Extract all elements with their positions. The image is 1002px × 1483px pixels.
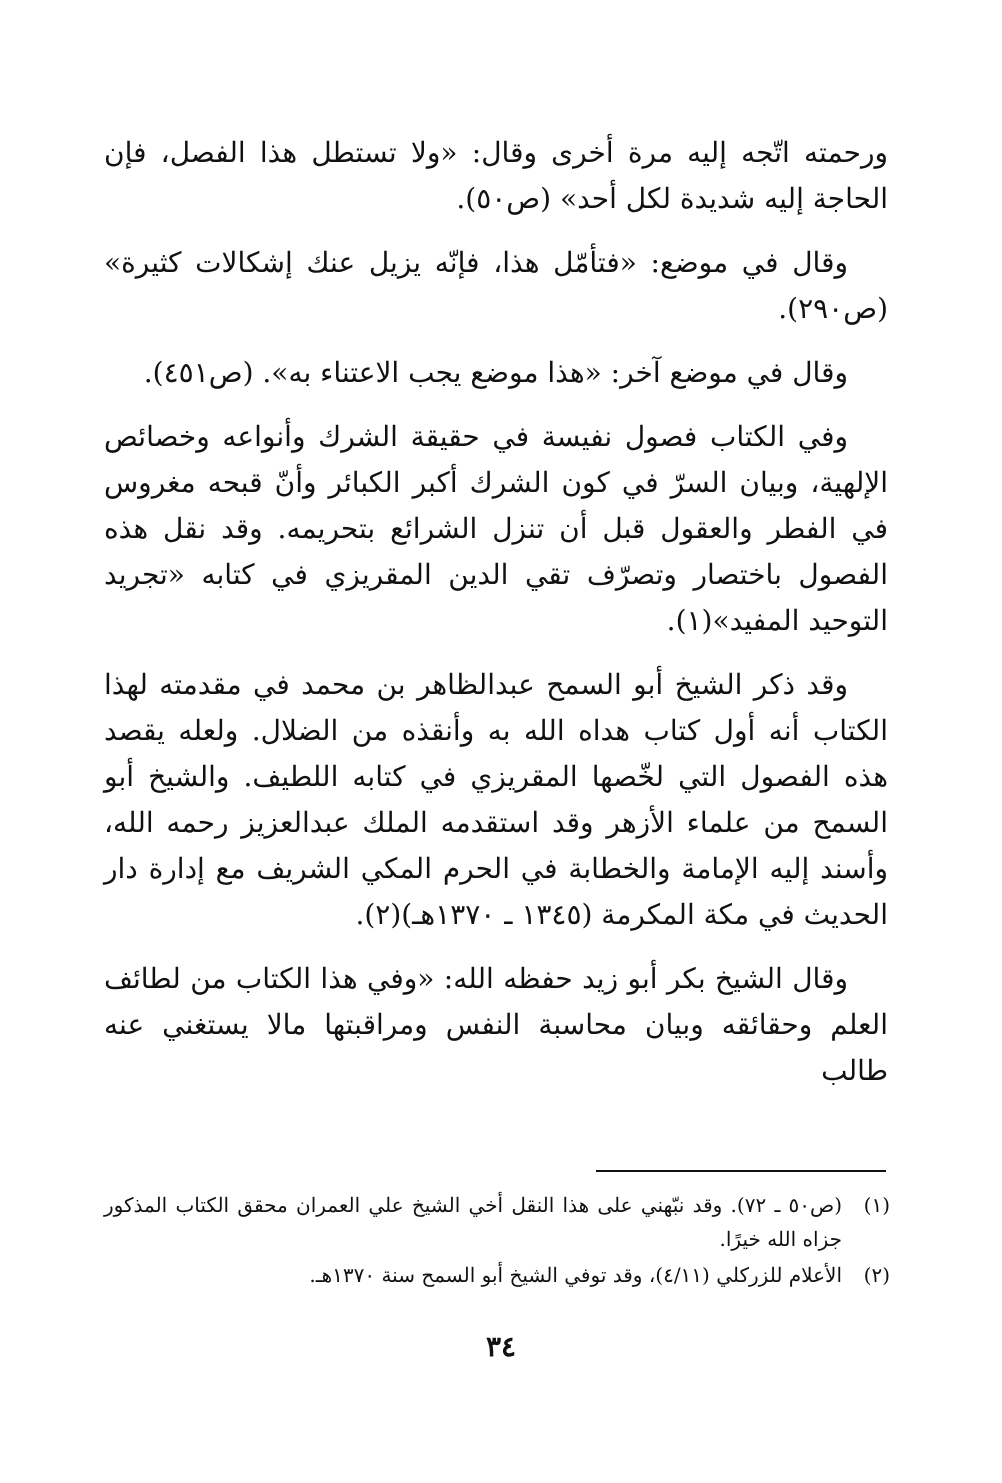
- paragraph-3: وقال في موضع آخر: «هذا موضع يجب الاعتناء به». (ص٤٥١).: [143, 356, 848, 389]
- main-text: [104, 130, 888, 1112]
- footnote-1: [104, 1188, 890, 1256]
- paragraph-2: وقال في موضع: «فتأمّل هذا، فإنّه يزيل عنك إشكالات كثيرة» (ص٢٩٠).: [104, 246, 888, 325]
- paragraph-5: وقد ذكر الشيخ أبو السمح عبدالظاهر بن محمد في مقدمته لهذا الكتاب أنه أول كتاب هداه الله به وأنقذه من الضلال. ولعله يقصد هذه الفصول التي لخّصها المقريزي في كتابه اللطيف. والشيخ أبو السمح من علماء الأزهر وقد استقدمه الملك عبدالعزيز رحمه الله، وأسند إليه الإمامة والخطابة في الحرم المكي الشريف مع إدارة دار الحديث في مكة المكرمة (١٣٤٥ ـ ١٣٧٠هـ)(٢).: [104, 668, 888, 931]
- paragraph-4: وفي الكتاب فصول نفيسة في حقيقة الشرك وأنواعه وخصائص الإلهية، وبيان السرّ في كون الشرك أكبر الكبائر وأنّ قبحه مغروس في الفطر والعقول قبل أن تنزل الشرائع بتحريمه. وقد نقل هذه الفصول باختصار وتصرّف تقي الدين المقريزي في كتابه «تجريد التوحيد المفيد»(١).: [104, 420, 888, 637]
- footnote-divider: [596, 1170, 886, 1172]
- footnote-2: [104, 1258, 890, 1292]
- footnote-text: الأعلام للزركلي (٤/١١)، وقد توفي الشيخ أبو السمح سنة ١٣٧٠هـ.: [309, 1263, 842, 1287]
- footnotes: [104, 1188, 890, 1294]
- footnote-number: (٢): [863, 1263, 890, 1287]
- page-number: ٣٤: [485, 1330, 517, 1363]
- footnote-text: (ص٥٠ ـ ٧٢). وقد نبّهني على هذا النقل أخي الشيخ علي العمران محقق الكتاب المذكور جزاه الله خيرًا.: [104, 1193, 843, 1251]
- footnote-number: (١): [863, 1193, 890, 1217]
- paragraph-6: وقال الشيخ بكر أبو زيد حفظه الله: «وفي هذا الكتاب من لطائف العلم وحقائقه وبيان محاسبة النفس ومراقبتها مالا يستغني عنه طالب: [104, 962, 888, 1087]
- paragraph-1: ورحمته اتّجه إليه مرة أخرى وقال: «ولا تستطل هذا الفصل، فإن الحاجة إليه شديدة لكل أحد» (ص٥٠).: [104, 136, 888, 215]
